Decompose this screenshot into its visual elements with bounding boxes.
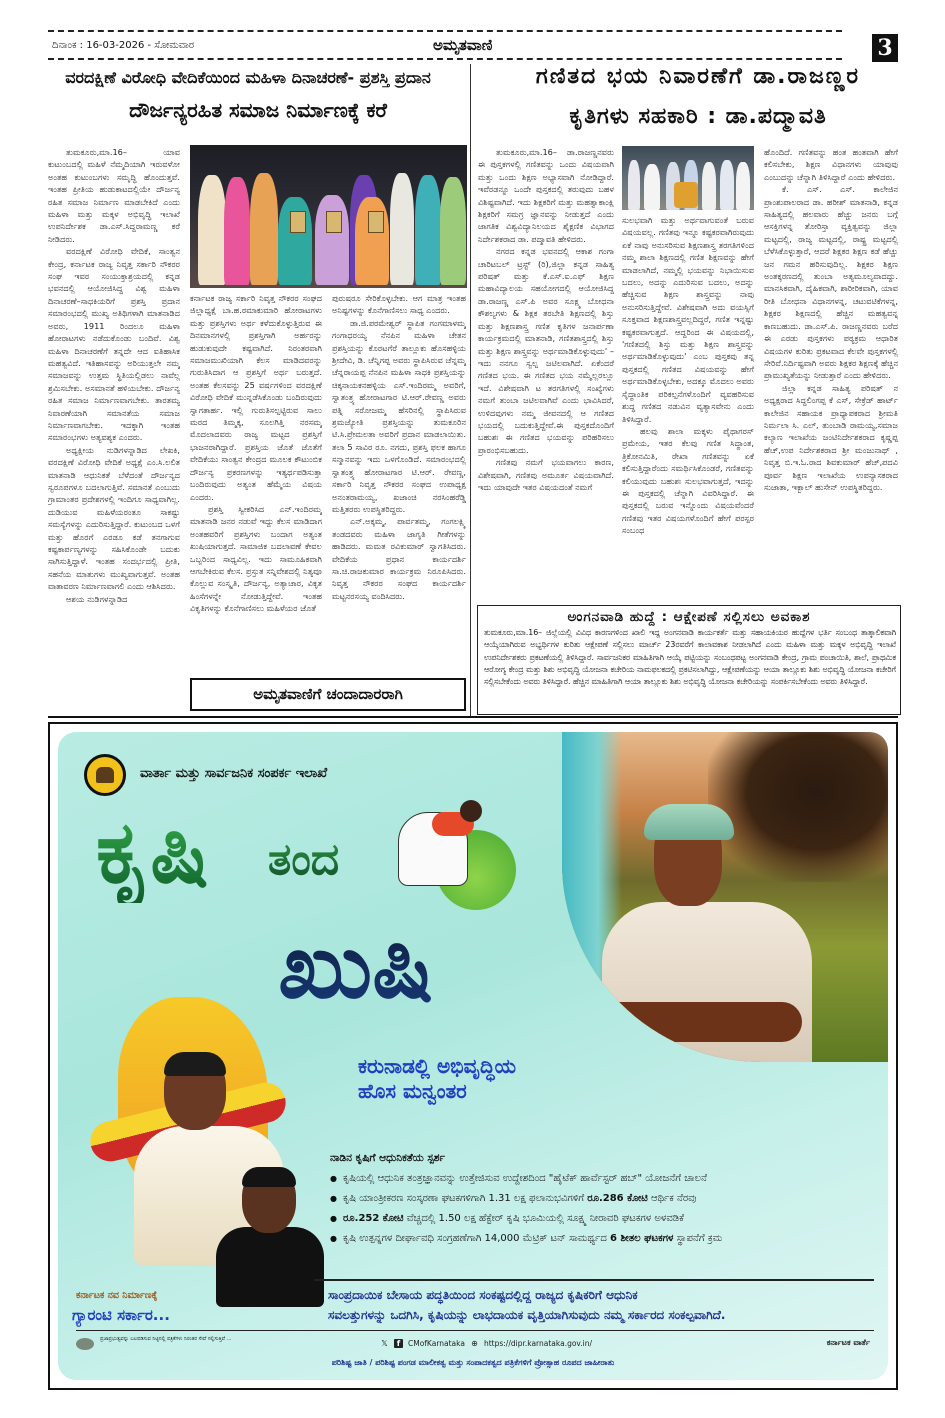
- notice-body: ತುಮಕೂರು,ಮಾ.16– ಜಿಲ್ಲೆಯಲ್ಲಿ ವಿವಿಧ ಕಾರಣಗಳಿಂದ ಖಾಲಿ ಇದ್ದ ಅಂಗನವಾಡಿ ಕಾರ್ಯಕರ್ತೆ ಮತ್ತು ಸಹಾಯಕಿಯರ ಹುದ್ದೆಗಳ ಭರ್ತಿ ಸಂಬಂಧ ತಾತ್ಕಾಲಿಕವಾಗಿ ಆಯ್ಕೆಯಾಗಿರುವ ಅಭ್ಯರ್ಥಿಗಳ ಕುರಿತು ಆಕ್ಷೇಪಣೆ ಸಲ್ಲಿಸಲು ಮಾರ್ಚ್ 23ರವರೆಗೆ ಕಾಲಾವಕಾಶ ನೀಡಲಾಗಿದೆ ಎಂದು ಮಹಿಳಾ ಮತ್ತು ಮಕ್ಕಳ ಅಭಿವೃದ್ಧಿ ಇಲಾಖೆ ಉಪನಿರ್ದೇಶಕರು ಪ್ರಕಟಣೆಯಲ್ಲಿ ತಿಳಿಸಿದ್ದಾರೆ. ಸಾರ್ವಜನಿಕರ ಮಾಹಿತಿಗಾಗಿ ಆಯ್ಕೆ ಪಟ್ಟಿಯನ್ನು ಸಂಬಂಧಪಟ್ಟ ಅಂಗನವಾಡಿ ಕೇಂದ್ರ, ಗ್ರಾಮ ಪಂಚಾಯಿತಿ, ಶಾಲೆ, ಪ್ರಾಥಮಿಕ ಆರೋಗ್ಯ ಕೇಂದ್ರ ಮತ್ತು ಶಿಶು ಅಭಿವೃದ್ಧಿ ಯೋಜನಾ ಕಚೇರಿಯ ನಾಮಫಲಕದಲ್ಲಿ ಪ್ರಕಟಿಸಲಾಗಿದ್ದು, ಆಕ್ಷೇಪಣೆಯನ್ನು ಆಯಾ ತಾಲ್ಲೂಕು ಶಿಶು ಅಭಿವೃದ್ಧಿ ಯೋಜನಾ ಕಚೇರಿಗೆ ಸಲ್ಲಿಸಬೇಕೆಂದು ಅವರು ತಿಳಿಸಿದ್ದಾರೆ. ಹೆಚ್ಚಿನ ಮಾಹಿತಿಗಾಗಿ ಆಯಾ ತಾಲ್ಲೂಕು ಶಿಶು ಅಭಿವೃದ್ಧಿ ಯೋಜನಾ ಕಚೇರಿಯನ್ನು ಸಂಪರ್ಕಿಸಬೇಕೆಂದು ಅವರು ತಿಳಿಸಿದ್ದಾರೆ.: [484, 628, 896, 687]
- ad-title-krishi: ಕೃಷಿ: [96, 803, 209, 903]
- paragraph: ಕರ್ನಾಟಕ ರಾಜ್ಯ ಸರ್ಕಾರಿ ನಿವೃತ್ತ ನೌಕರರ ಸಂಘದ ಜಿಲ್ಲಾಧ್ಯಕ್ಷೆ ಬಾ.ಹ.ರಮಾಕುಮಾರಿ ಹೋರಾಟಗಳು ಮತ್ತು ಪ್ರಶಸ್ತಿಗಳು ಅರ್ಥ ಕಳೆದುಕೊಳ್ಳುತ್ತಿರುವ ಈ ದಿನಮಾನಗಳಲ್ಲಿ ಪ್ರಶಸ್ತಿಗಾಗಿ ಅರ್ಹರನ್ನು ಹುಡುಕುವುದೇ ಕಷ್ಟವಾಗಿದೆ. ನಿರಂತರವಾಗಿ ಸಮಾಜಮುಖಿಯಾಗಿ ಕೆಲಸ ಮಾಡಿದವರನ್ನು ಗುರುತಿಸಿದಾಗ ಆ ಪ್ರಶಸ್ತಿಗೆ ಅರ್ಥ ಬರುತ್ತದೆ. ಅಂತಹ ಕೆಲಸವನ್ನು 25 ವರ್ಷಗಳಿಂದ ವರದಕ್ಷಿಣೆ ವಿರೋಧಿ ವೇದಿಕೆ ಮುನ್ನಡೆಸಿಕೊಂಡು ಬಂದಿರುವುದು ಸ್ವಾಗತಾರ್ಹ. ಇಲ್ಲಿ ಗುರುತಿಸಲ್ಪಟ್ಟಿರುವ ಸಾಲು ಮರದ ತಿಮ್ಮಕ್ಕ, ಸೂಲಗಿತ್ತಿ ನರಸಮ್ಮ ಮೊದಲಾದವರು ರಾಜ್ಯ ಮಟ್ಟದ ಪ್ರಶಸ್ತಿಗೆ ಭಾಜನರಾಗಿದ್ದಾರೆ. ಪ್ರಶಸ್ತಿಯ ಜೊತೆ ಜೊತೆಗೆ ವೇದಿಕೆಯು ಸಾಂತ್ವನ ಕೇಂದ್ರದ ಮೂಲಕ ಕೌಟುಂಬಿಕ ದೌರ್ಜನ್ಯ ಪ್ರಕರಣಗಳನ್ನು ಇತ್ಯರ್ಥಪಡಿಸುತ್ತಾ ಬಂದಿರುವುದು ಅತ್ಯಂತ ಹೆಮ್ಮೆಯ ವಿಷಯ ಎಂದರು.: [190, 293, 322, 502]
- ad-footer-divider: [76, 1330, 874, 1331]
- section-rule: [48, 716, 898, 718]
- ad-divider: [314, 1279, 874, 1281]
- paragraph: ಹಲವು ಶಾಲಾ ಮಕ್ಕಳು ಪೈಥಾಗರಸ್ ಪ್ರಮೇಯ, ಇತರ ಕೆಲವು ಗಣಿತ ಸಿದ್ಧಾಂತ, ತ್ರಿಕೋನಮಿತಿ, ರೇಖಾ ಗಣಿತವನ್ನು ಏಕೆ ಕಲಿಸುತ್ತಿದ್ದಾರೆಂದು ಸಮರ್ಥಿಸಿಕೊಂಡರೆ, ಗಣಿತವನ್ನು ಕಲಿಯುವುದು ಬಹುಶಃ ಸುಲಭವಾಗುತ್ತದೆ, ಇದನ್ನು ಈ ಪುಸ್ತಕದಲ್ಲಿ ಚೆನ್ನಾಗಿ ವಿವರಿಸಿದ್ದಾರೆ. ಈ ಪುಸ್ತಕದಲ್ಲಿ ಬರುವ ಇನ್ನೊಂದು ವಿಷಯವೆಂದರೆ ಗಣಿತವು ಇತರ ವಿಷಯಗಳೊಂದಿಗೆ ಹೇಗೆ ಪರಸ್ಪರ ಸಂಬಂಧ: [622, 425, 754, 536]
- paragraph: ಜಿಲ್ಲಾ ಕನ್ನಡ ಸಾಹಿತ್ಯ ಪರಿಷತ್ ನ ಅಧ್ಯಕ್ಷರಾದ ಸಿದ್ದಲಿಂಗಪ್ಪ ಕೆ ಎಸ್, ಸೇಕ್ರೆಡ್ ಹಾರ್ಟ್ ಕಾಲೇಜಿನ ಸಹಾಯಕ ಪ್ರಾಧ್ಯಾಪಕರಾದ ಶ್ರೀಮತಿ ನಿರ್ಮಲಾ ಸಿ. ಎಲ್, ತುಂಬಾಡಿ ರಾಮಯ್ಯ,ಸಮಾಜ ಕಲ್ಯಾಣ ಇಲಾಖೆಯ ಜಂಟಿನಿರ್ದೇಶಕರಾದ ಕೃಷ್ಣಪ್ಪ ಹೆಚ್,ಉಪ ನಿರ್ದೇಶಕರಾದ ಶ್ರೀ ಮಂಜುನಾಥ್ , ನಿವೃತ್ತ ಬಿ.ಇ.ಓ.ರಾದ ಶಿವಕುಮಾರ್ ಹೆಚ್,ಪದವಿ ಪೂರ್ವ ಶಿಕ್ಷಣ ಇಲಾಖೆಯ ಉಪನ್ಯಾಸಕರಾದ ಸುಜಾತಾ, ಇಕ್ಬಾಲ್ ಹುಸೇನ್ ಉಪಸ್ಥಿತರಿದ್ದರು.: [764, 382, 898, 492]
- paragraph: ಡಾ.ಜಿ.ಪರಮೇಶ್ವರ್ ಸ್ಥಾಪಿತ ಗಂಗಮಾಳಮ್ಮ ಗಂಗಾಧರಯ್ಯ ನೆನಪಿನ ಮಹಿಳಾ ಚೇತನ ಪ್ರಶಸ್ತಿಯನ್ನು ಕೊರಟಗೆರೆ ತಾಲ್ಲೂಕು ಹೊಸಹಳ್ಳಿಯ ಶ್ರೀದೇವಿ, ಡಿ. ಚೆನ್ನಿಗಪ್ಪ ಅವರು ಸ್ಥಾಪಿಸಿರುವ ಚೆನ್ನಮ್ಮ ಚೆನ್ನರಾಯಪ್ಪ ನೆನಪಿನ ಮಹಿಳಾ ಸಾಧಕಿ ಪ್ರಶಸ್ತಿಯನ್ನು ಚಿಕ್ಕನಾಯಕನಹಳ್ಳಿಯ ಎಸ್.ಇಂದಿರಮ್ಮ ಅವರಿಗೆ, ಸ್ವಾತಂತ್ರ್ಯ ಹೋರಾಟಗಾರ ಟಿ.ಆರ್.ರೇವಣ್ಣ ಅವರು ಪತ್ನಿ ಸರೋಜಮ್ಮ ಹೆಸರಿನಲ್ಲಿ ಸ್ಥಾಪಿಸಿರುವ ಶ್ರಮಜ್ಯೋತಿ ಪ್ರಶಸ್ತಿಯನ್ನು ತುಮಕೂರಿನ ಟಿ.ಸಿ.ಪ್ರೇಮಲತಾ ಅವರಿಗೆ ಪ್ರದಾನ ಮಾಡಲಾಯಿತು. ತಲಾ 5 ಸಾವಿರ ರೂ. ನಗದು, ಪ್ರಶಸ್ತಿ ಫಲಕ ಹಾಗೂ ಸನ್ಮಾನವನ್ನು ಇದು ಒಳಗೊಂಡಿದೆ. ಸಮಾರಂಭದಲ್ಲಿ ಸ್ವಾತಂತ್ರ್ಯ ಹೋರಾಟಗಾರ ಟಿ.ಆರ್. ರೇವಣ್ಣ, ಸರ್ಕಾರಿ ನಿವೃತ್ತ ನೌಕರರ ಸಂಘದ ಉಪಾಧ್ಯಕ್ಷ ಅನಂತರಾಮಯ್ಯ, ಖಜಾಂಚಿ ನರಸಿಂಹರೆಡ್ಡಿ ಮತ್ತಿತರರು ಉಪಸ್ಥಿತರಿದ್ದರು.: [332, 317, 466, 514]
- paragraph: ತುಮಕೂರು,ಮಾ.16– ಯಾವ ಕುಟುಂಬದಲ್ಲಿ ಮಹಿಳೆ ನೆಮ್ಮದಿಯಾಗಿ ಇರುವಳೋ ಅಂತಹ ಕುಟುಂಬಗಳು ಸಮೃದ್ಧಿ ಹೊಂದುತ್ತವೆ. ಇಂತಹ ಪ್ರೀತಿಯ ಹುಡುಕಾಟದಲ್ಲಿಯೇ ದೌರ್ಜನ್ಯ ರಹಿತ ಸಮಾಜ ನಿರ್ಮಾಣ ಮಾಡಬೇಕಿದೆ ಎಂದು ಮಹಿಳಾ ಮತ್ತು ಮಕ್ಕಳ ಅಭಿವೃದ್ಧಿ ಇಲಾಖೆ ಉಪನಿರ್ದೇಶಕ ಡಾ.ಎಸ್.ಸಿದ್ದರಾಮಣ್ಣ ಕರೆ ನೀಡಿದರು.: [48, 147, 180, 244]
- vision-line2: ಸವಲತ್ತುಗಳನ್ನು ಒದಗಿಸಿ, ಕೃಷಿಯನ್ನು ಲಾಭದಾಯಕ ವೃತ್ತಿಯಾಗಿಸುವುದು ನಮ್ಮ ಸರ್ಕಾರದ ಸಂಕಲ್ಪವಾಗಿದೆ.: [328, 1308, 726, 1322]
- website-link[interactable]: https://dipr.karnataka.gov.in/: [483, 1339, 593, 1348]
- facebook-icon[interactable]: f: [394, 1339, 403, 1348]
- page-number: 3: [872, 34, 898, 62]
- globe-icon: ⊕: [471, 1339, 478, 1348]
- guarantee-caption: ಕರ್ನಾಟಕ ನವ ನಿರ್ಮಾಣಕ್ಕೆ: [76, 1290, 158, 1301]
- masthead-bottom-rule: [48, 58, 842, 60]
- ad-disclaimer: ಪರಿಶಿಷ್ಟ ಜಾತಿ / ಪರಿಶಿಷ್ಟ ಪಂಗಡ ಮಾಲೀಕತ್ವ ಮತ್ತು ಸಂಪಾದಕತ್ವದ ಪತ್ರಿಕೆಗಳಿಗೆ ಪ್ರೋತ್ಸಾಹ ರೂಪದ ಜಾಹೀರಾತು: [331, 1358, 615, 1367]
- newspaper-name: ಅಮೃತವಾಣಿ: [433, 36, 493, 54]
- paragraph: ಅಧ್ಯಕ್ಷೀಯ ನುಡಿಗಳನ್ನಾಡಿದ ಲೇಖಕಿ, ವರದಕ್ಷಿಣೆ ವಿರೋಧಿ ವೇದಿಕೆ ಅಧ್ಯಕ್ಷೆ ಎಂ.ಸಿ.ಲಲಿತ ಮಾತನಾಡಿ ಆಧುನಿಕತೆ ಬೆಳೆದಂತೆ ದೌರ್ಜನ್ಯದ ಸ್ವರೂಪಗಳೂ ಬದಲಾಗುತ್ತಿವೆ. ಸಮಾನತೆ ಎಂಬುದು ಗ್ರಾಮಾಂತರ ಪ್ರದೇಶಗಳಲ್ಲಿ ಇಂದಿಗೂ ಸಾಧ್ಯವಾಗಿಲ್ಲ. ದುಡಿಯುವ ಮಹಿಳೆಯರಂತೂ ಸಾಕಷ್ಟು ಸಮಸ್ಯೆಗಳನ್ನು ಎದುರಿಸುತ್ತಿದ್ದಾರೆ. ಕುಟುಂಬದ ಒಳಗೆ ಮತ್ತು ಹೊರಗೆ ಎರಡೂ ಕಡೆ ತನಗಾಗುವ ಕಷ್ಟಕಾರ್ಪಣ್ಯಗಳನ್ನು ಸಹಿಸಿಕೊಂಡೇ ಬದುಕು ಸಾಗಿಸುತ್ತಿದ್ದಾಳೆ. ಇಂತಹ ಸಂದರ್ಭದಲ್ಲಿ ಪ್ರೀತಿ, ಸಹನೆಯ ಮಾತುಗಳು ಮುಖ್ಯವಾಗುತ್ತವೆ. ಅಂತಹ ವಾತಾವರಣ ನಿರ್ಮಾಣವಾಗಲಿ ಎಂದು ಆಶಿಸಿದರು.: [48, 444, 180, 592]
- notice-title: ಅಂಗನವಾಡಿ ಹುದ್ದೆ : ಆಕ್ಷೇಪಣೆ ಸಲ್ಲಿಸಲು ಅವಕಾಶ: [567, 609, 811, 625]
- right-headline-line2: ಕೃತಿಗಳು ಸಹಕಾರಿ : ಡಾ.ಪದ್ಮಾವತಿ: [569, 104, 827, 129]
- subscribe-box: ಅಮೃತವಾಣಿಗೆ ಚಂದಾದಾರರಾಗಿ: [190, 678, 466, 711]
- left-article-column-1: [48, 146, 180, 716]
- vision-line1: ಸಾಂಪ್ರದಾಯಿಕ ಬೇಸಾಯ ಪದ್ಧತಿಯಿಂದ ಸಂಕಷ್ಟದಲ್ಲಿದ್ದ ರಾಜ್ಯದ ಕೃಷಿಕರಿಗೆ ಆಧುನಿಕ: [328, 1288, 638, 1302]
- left-headline-line2: ದೌರ್ಜನ್ಯರಹಿತ ಸಮಾಜ ನಿರ್ಮಾಣಕ್ಕೆ ಕರೆ: [129, 98, 387, 122]
- masthead: [48, 34, 898, 60]
- paragraph: ತುಮಕೂರು,ಮಾ.16– ಡಾ.ರಾಜಣ್ಣನವರು ಈ ಪುಸ್ತಕಗಳಲ್ಲಿ ಗಣಿತವನ್ನು ಒಂದು ವಿಷಯವಾಗಿ ಮತ್ತು ಒಂದು ಶಿಕ್ಷಣ ಅಭ್ಯಾಸವಾಗಿ ನೋಡಿದ್ದಾರೆ. ಇವೆರಡನ್ನೂ ಒಂದೇ ಪುಸ್ತಕದಲ್ಲಿ ತರುವುದು ಬಹಳ ವಿಶಿಷ್ಟವಾಗಿದೆ. ಇದು ಶಿಕ್ಷಕರಿಗೆ ಮತ್ತು ಮಹತ್ವಾಕಾಂಕ್ಷಿ ಶಿಕ್ಷಕರಿಗೆ ಸಮಗ್ರ ಜ್ಞಾನವನ್ನು ನೀಡುತ್ತದೆ ಎಂದು ಜಾಗತಿಕ ವಿಶ್ವವಿದ್ಯಾನಿಲಯದ ಶೈಕ್ಷಣಿಕ ವಿಭಾಗದ ನಿರ್ದೇಶಕರಾದ ಡಾ. ಪದ್ಮಾವತಿ ಹೇಳಿದರು.: [478, 147, 614, 244]
- press-logo-icon: [76, 1338, 94, 1350]
- guarantee-slogan: ಗ್ಯಾರಂಟಿ ಸರ್ಕಾರ...: [72, 1306, 170, 1324]
- left-article-column-3: [332, 292, 466, 672]
- list-item: ● ರೂ.252 ಕೋಟಿ ವೆಚ್ಚದಲ್ಲಿ 1.50 ಲಕ್ಷ ಹೆಕ್ಟೇರ್ ಕೃಷಿ ಭೂಮಿಯಲ್ಲಿ ಸೂಕ್ಷ್ಮ ನೀರಾವರಿ ಘಟಕಗಳ ಅಳವಡಿಕೆ: [330, 1212, 722, 1226]
- paragraph: ನಗರದ ಕನ್ನಡ ಭವನದಲ್ಲಿ ಆಕಾಶ ಗಂಗಾ ಚಾರಿಟಬಲ್ ಟ್ರಸ್ಟ್ (ರಿ),ಜಿಲ್ಲಾ ಕನ್ನಡ ಸಾಹಿತ್ಯ ಪರಿಷತ್ ಮತ್ತು ಕೆ.ಎಸ್.ಐ.ಎಫ್ ಶಿಕ್ಷಣ ಮಹಾವಿದ್ಯಾಲಯ ಸಹಯೋಗದಲ್ಲಿ ಆಯೋಜಿಸಿದ್ದ ಡಾ.ರಾಜಣ್ಣ ಎಸ್.ಪಿ ಅವರ ಸೂಕ್ಷ್ಮ ಬೋಧನಾ ಕೌಶಲ್ಯಗಳು & ಶಿಕ್ಷಕ ತರಬೇತಿ ಶಿಕ್ಷಣದಲ್ಲಿ ಶಿಸ್ತು ಮತ್ತು ಶಿಕ್ಷಣಶಾಸ್ತ್ರ ಗಣಿತ ಕೃತಿಗಳ ಜನಾರ್ಪಣಾ ಕಾರ್ಯಕ್ರಮದಲ್ಲಿ ಮಾತನಾಡಿ, ಗಣಿತಶಾಸ್ತ್ರದಲ್ಲಿ ಶಿಸ್ತು ಮತ್ತು ಶಿಕ್ಷಣ ಶಾಸ್ತ್ರವನ್ನು ಅರ್ಥಮಾಡಿಕೊಳ್ಳುವುದು' – ಇದು ನನಗೂ ಸ್ವಲ್ಪ ಜಟಿಲವಾಗಿದೆ. ಏಕೆಂದರೆ ಗಣಿತದ ಭಯ. ಈ ಗಣಿತದ ಭಯ ನಮ್ಮೆಲ್ಲರಲ್ಲೂ ಇದೆ. ವಿಶೇಷವಾಗಿ ಟ ತರಗತಿಗಳಲ್ಲಿ ಸಂಖ್ಯೆಗಳು ನಮಗೆ ತುಂಬಾ ಜಟಿಲವಾಗಿವೆ ಎಂದು ಭಾವಿಸಿದರೆ, ಉಳಿದವುಗಳು ನಮ್ಮ ಜೀವನದಲ್ಲಿ ಆ ಗಣಿತದ ಭಯದಲ್ಲಿ ಬದುಕುತ್ತಿದ್ದೇವೆ.ಈ ಪುಸ್ತಕದೊಂದಿಗೆ ಬಹುಶಃ ಈ ಗಣಿತದ ಭಯವನ್ನು ಪರಿಹರಿಸಲು ಪ್ರಾರಂಭಿಸಬಹುದು.: [478, 246, 614, 455]
- paragraph: ಪುರುಷರೂ ಸೇರಿಕೊಳ್ಳಬೇಕು. ಆಗ ಮಾತ್ರ ಇಂತಹ ಅನಿಷ್ಟಗಳನ್ನು ಕೊನೆಗಾಣಿಸಲು ಸಾಧ್ಯ ಎಂದರು.: [332, 293, 466, 316]
- paragraph: ಎನ್.ಅಕ್ಕಮ್ಮ, ಪಾರ್ವತಮ್ಮ, ಗಂಗಲಕ್ಷ್ಮಿ ತಂಡದವರು ಮಹಿಳಾ ಜಾಗೃತಿ ಗೀತೆಗಳನ್ನು ಹಾಡಿದರು. ಮಮತ ರವಿಕುಮಾರ್ ಸ್ವಾಗತಿಸಿದರು. ವೇದಿಕೆಯ ಪ್ರಧಾನ ಕಾರ್ಯದರ್ಶಿ ಸಾ.ಚಿ.ರಾಜಕುಮಾರ ಕಾರ್ಯಕ್ರಮ ನಿರೂಪಿಸಿದರು. ನಿವೃತ್ತ ನೌಕರರ ಸಂಘದ ಕಾರ್ಯದರ್ಶಿ ಮಟ್ಟನರಸಯ್ಯ ವಂದಿಸಿದರು.: [332, 516, 466, 601]
- ad-tagline-line1: ಕರುನಾಡಲ್ಲಿ ಅಭಿವೃದ್ಧಿಯ: [358, 1054, 516, 1078]
- list-item: ● ಕೃಷಿಯಲ್ಲಿ ಆಧುನಿಕ ತಂತ್ರಜ್ಞಾನವನ್ನು ಉತ್ತೇಜಿಸುವ ಉದ್ದೇಶದಿಂದ "ಹೈಟೆಕ್ ಹಾರ್ವೆಸ್ಟರ್ ಹಬ್" ಯೋಜನೆಗೆ ಚಾಲನೆ: [330, 1172, 722, 1186]
- left-article-column-2: [190, 292, 322, 672]
- book-release-photo: [622, 146, 754, 210]
- deputy-chief-minister-photo: [220, 1167, 320, 1297]
- ad-title-khushi: ಖುಷಿ: [278, 914, 434, 1019]
- left-headline-line1: ವರದಕ್ಷಿಣೆ ವಿರೋಧಿ ವೇದಿಕೆಯಿಂದ ಮಹಿಳಾ ದಿನಾಚರಣೆ- ಪ್ರಶಸ್ತಿ ಪ್ರದಾನ: [65, 68, 431, 87]
- list-item: ● ಕೃಷಿ ಯಾಂತ್ರೀಕರಣ ಸಂಸ್ಕರಣಾ ಘಟಕಗಳಿಗಾಗಿ 1.31 ಲಕ್ಷ ಫಲಾನುಭವಿಗಳಿಗೆ ರೂ.286 ಕೋಟಿ ಆರ್ಥಿಕ ನೆರವು: [330, 1192, 722, 1206]
- masthead-top-rule: [48, 30, 842, 32]
- karnataka-varthe-brand: ಕರ್ನಾಟಕ ವಾರ್ತೆ: [826, 1338, 870, 1347]
- paragraph: ಗಣಿತವು ನಮಗೆ ಭಯವಾಗಲು ಕಾರಣ, ವಿಶೇಷವಾಗಿ, ಗಣಿತವು ಅಮೂರ್ತ ವಿಷಯವಾಗಿದೆ. ಇದು ಯಾವುದೇ ಇತರ ವಿಷಯದಂತೆ ನಮಗೆ: [478, 457, 614, 492]
- ad-footer-note: ಪ್ರಜಾಪ್ರಭುತ್ವವನ್ನು ಬಲಪಡಿಸುವ ನಿಟ್ಟಿನಲ್ಲಿ ಪತ್ರಿಕೆಗಳು ನಿರಂತರ ಸೇವೆ ಸಲ್ಲಿಸುತ್ತಿವೆ ...: [100, 1336, 232, 1342]
- paragraph: ವರದಕ್ಷಿಣೆ ವಿರೋಧಿ ವೇದಿಕೆ, ಸಾಂತ್ವನ ಕೇಂದ್ರ, ಕರ್ನಾಟಕ ರಾಜ್ಯ ನಿವೃತ್ತ ಸರ್ಕಾರಿ ನೌಕರರ ಸಂಘ ಇವರ ಸಂಯುಕ್ತಾಶ್ರಯದಲ್ಲಿ ಕನ್ನಡ ಭವನದಲ್ಲಿ ಆಯೋಜಿಸಿದ್ದ ವಿಶ್ವ ಮಹಿಳಾ ದಿನಾಚರಣೆ–ಸಾಧಕಿಯರಿಗೆ ಪ್ರಶಸ್ತಿ ಪ್ರದಾನ ಸಮಾರಂಭದಲ್ಲಿ ಮುಖ್ಯ ಅತಿಥಿಗಳಾಗಿ ಮಾತನಾಡಿದ ಅವರು, 1911 ರಿಂದಲೂ ಮಹಿಳಾ ಹೋರಾಟಗಳು ನಡೆದುಕೊಂಡು ಬಂದಿವೆ. ವಿಶ್ವ ಮಹಿಳಾ ದಿನಾಚರಣೆಗೆ ತನ್ನದೇ ಆದ ಐತಿಹಾಸಿಕ ಮಹತ್ವವಿದೆ. ಇತಿಹಾಸವನ್ನು ಅರಿಯುತ್ತಲೇ ನಮ್ಮ ಸಮಾಜವನ್ನು ಉತ್ತಮ ಸ್ಥಿತಿಯಲ್ಲಿಡಲು ನಾವೆಲ್ಲ ಶ್ರಮಿಸಬೇಕು. ಅಸಮಾನತೆ ಹಳಿಯಬೇಕು. ದೌರ್ಜನ್ಯ ರಹಿತ ಸಮಾಜ ನಿರ್ಮಾಣವಾಗಬೇಕು. ತಾರತಮ್ಯ ನಿವಾರಣೆಯಾಗಿ ಸಮಾನತೆಯ ಸಮಾಜ ನಿರ್ಮಾಣವಾಗಬೇಕು. ಇದಕ್ಕಾಗಿ ಇಂತಹ ಸಮಾರಂಭಗಳು ಅತ್ಯವಶ್ಯಕ ಎಂದರು.: [48, 246, 180, 443]
- x-icon[interactable]: 𝕏: [381, 1339, 388, 1348]
- ad-title-tanda: ತಂದ: [268, 834, 340, 885]
- right-article-column-1: [478, 146, 614, 601]
- paragraph: ಸುಲಭವಾಗಿ ಮತ್ತು ಅರ್ಥವಾಗುವಂತೆ ಬರುವ ವಿಷಯವಲ್ಲ. ಗಣಿತವು ಇನ್ನೂ ಕಷ್ಟಕರವಾಗಿರುವುದು ಏಕೆ ನಾವು ಅನುಸರಿಸುವ ಶಿಕ್ಷಣಶಾಸ್ತ್ರ ತರಗತಿಗಳಿಂದ ನಮ್ಮ ಶಾಲಾ ಶಿಕ್ಷಣದಲ್ಲಿ ಗಣಿತ ಶಿಕ್ಷಣವನ್ನು ಹೇಗೆ ಮಾಡಲಾಗಿದೆ, ನಮ್ಮಲ್ಲಿ ಭಯವನ್ನು ನಿಭಾಯಿಸುವ ಬದಲು, ಅದನ್ನು ಎದುರಿಸುವ ಬದಲು, ಅದನ್ನು ಹೆಚ್ಚಿಸುವ ಶಿಕ್ಷಣ ಶಾಸ್ತ್ರವನ್ನು ನಾವು ಅನುಸರಿಸುತ್ತಿದ್ದೇವೆ. ವಿಶೇಷವಾಗಿ ಅದು ವಯಸ್ಸಿಗೆ ಸೂಕ್ತವಾದ ಶಿಕ್ಷಣಶಾಸ್ತ್ರವಲ್ಲದಿದ್ದರೆ, ಗಣಿತ ಇನ್ನಷ್ಟು ಕಷ್ಟಕರವಾಗುತ್ತದೆ. ಆದ್ದರಿಂದ ಈ ವಿಷಯದಲ್ಲಿ, 'ಗಣಿತದಲ್ಲಿ ಶಿಸ್ತು ಮತ್ತು ಶಿಕ್ಷಣ ಶಾಸ್ತ್ರವನ್ನು ಅರ್ಥಮಾಡಿಕೊಳ್ಳುವುದು' ಎಂಬ ಪುಸ್ತಕವು ತನ್ನ ಪುಸ್ತಕದಲ್ಲಿ ಗಣಿತದ ವಿಷಯವನ್ನು ಹೇಗೆ ಅರ್ಥಮಾಡಿಕೊಳ್ಳಬೇಕು, ಅದಕ್ಕೂ ಮೊದಲು ಅವರು ಸೈದ್ಧಾಂತಿಕ ಪರಿಕಲ್ಪನೆಗಳೊಂದಿಗೆ ವ್ಯವಹರಿಸುವ ಶುದ್ಧ ಗಣಿತದ ನಡುವಿನ ವ್ಯತ್ಯಾಸವೇನು ಎಂದು ತಿಳಿಸಿದ್ದಾರೆ.: [622, 215, 754, 424]
- farmer-woman-illustration: [388, 800, 518, 910]
- paragraph: ಕೆ. ಎಸ್. ಎಸ್. ಕಾಲೇಜಿನ ಪ್ರಾಂಶುಪಾಲರಾದ ಡಾ. ಹರೀಶ್ ಮಾತನಾಡಿ, ಕನ್ನಡ ಸಾಹಿತ್ಯದಲ್ಲಿ ಹಲವಾರು ಹೆಚ್ಚು ಜನರು ಬಗ್ಗೆ ಆಸಕ್ತಿಗಳನ್ನ ತೋರಿಸ್ತಾ ವ್ಯಕ್ತಿತ್ವವನ್ನು ಜಿಲ್ಲಾ ಮಟ್ಟದಲ್ಲಿ, ರಾಜ್ಯ ಮಟ್ಟದಲ್ಲಿ, ರಾಷ್ಟ್ರ ಮಟ್ಟದಲ್ಲಿ ಬೆಳೆಸಿಕೊಳ್ಳುತ್ತಾರೆ, ಆದರೆ ಶಿಕ್ಷಕರ ಶಿಕ್ಷಣ ಕಡೆ ಹೆಚ್ಚು ಜನ ಗಮನ ಹರಿಸುವುದಿಲ್ಲ. ಶಿಕ್ಷಕರ ಶಿಕ್ಷಣ ಅಂತಕ್ಕರಣದಲ್ಲಿ ತುಂಬಾ ಅತ್ಯಮೂಲ್ಯವಾದದ್ದು. ಮಾನಸಿಕವಾಗಿ, ದೈಹಿಕವಾಗಿ, ಶಾರೀರಿಕವಾಗಿ, ಯಾವ ರೀತಿ ಬೋಧನಾ ವಿಧಾನಗಳನ್ನ, ಚಟುವಟಿಕೆಗಳನ್ನ, ಶಿಕ್ಷಕರ ಶಿಕ್ಷಣದಲ್ಲಿ ಹೆಚ್ಚಿನ ಮಹತ್ವವನ್ನ ಕಾಣಬಹುದು. ಡಾ.ಎಸ್.ಪಿ. ರಾಜಣ್ಣನವರು ಬರೆದ ಈ ಎರಡು ಪುಸ್ತಕಗಳು ಪಠ್ಯಕ್ರಮ ಆಧಾರಿತ ವಿಷಯಗಳ ಕುರಿತು ಪ್ರಕಟವಾದ ಕೆಲವೇ ಪುಸ್ತಕಗಳಲ್ಲಿ ಸೇರಿವೆ.ನಿರ್ದಿಷ್ಟವಾಗಿ ಅವರು ಶಿಕ್ಷಕರ ಶಿಕ್ಷಣಕ್ಕೆ ಹೆಚ್ಚಿನ ಪ್ರಾಮುಖ್ಯತೆಯನ್ನು ನೀಡುತ್ತಾರೆ ಎಂದು ಹೇಳಿದರು.: [764, 184, 898, 381]
- right-article-column-2: [622, 214, 754, 601]
- ad-department: ವಾರ್ತಾ ಮತ್ತು ಸಾರ್ವಜನಿಕ ಸಂಪರ್ಕ ಇಲಾಖೆ: [140, 766, 328, 781]
- krishi-advertisement: [58, 732, 888, 1380]
- ad-achievements-list: [330, 1172, 722, 1252]
- issue-date: ದಿನಾಂಕ : 16-03-2026 - ಸೋಮವಾರ: [52, 40, 195, 51]
- right-headline-line1: ಗಣಿತದ ಭಯ ನಿವಾರಣೆಗೆ ಡಾ.ರಾಜಣ್ಣರ: [535, 64, 861, 89]
- paragraph: ಆಶಯ ನುಡಿಗಳನ್ನಾಡಿದ: [66, 593, 128, 604]
- social-handle[interactable]: CMofKarnataka: [408, 1339, 465, 1348]
- award-ceremony-photo: [190, 145, 467, 288]
- anganwadi-notice: [477, 605, 901, 715]
- paragraph: ಪ್ರಶಸ್ತಿ ಸ್ವೀಕರಿಸಿದ ಎನ್.ಇಂದಿರಮ್ಮ ಮಾತನಾಡಿ ಜನರ ನಡುವೆ ಇದ್ದು ಕೆಲಸ ಮಾಡಿದಾಗ ಅಂತಹವರಿಗೆ ಪ್ರಶಸ್ತಿಗಳು ಬಂದಾಗ ಅತ್ಯಂತ ಖುಷಿಯಾಗುತ್ತದೆ. ಸಾಮಾಜಿಕ ಬದಲಾವಣೆ ಕೇವಲ ಒಬ್ಬರಿಂದ ಸಾಧ್ಯವಿಲ್ಲ. ಇದು ಸಾಮೂಹಿಕವಾಗಿ ಆಗಬೇಕಿರುವ ಕೆಲಸ. ಪ್ರಸ್ತುತ ಸನ್ನಿವೇಶದಲ್ಲಿ ನಿತ್ಯವೂ ಕೊಲ್ಲುವ ಸಂಸ್ಕೃತಿ, ದೌರ್ಜನ್ಯ, ಅತ್ಯಾಚಾರ, ವಿಕೃತ ಹಿಂಸೆಗಳನ್ನೇ ನೋಡುತ್ತಿದ್ದೇವೆ. ಇಂತಹ ವಿಕೃತಿಗಳನ್ನು ಕೊನೆಗಾಣಿಸಲು ಮಹಿಳೆಯರ ಜೊತೆ: [190, 503, 322, 614]
- ad-vision-statement: [328, 1285, 878, 1325]
- ad-list-heading: ನಾಡಿನ ಕೃಷಿಗೆ ಆಧುನಿಕತೆಯ ಸ್ಪರ್ಶ: [330, 1152, 445, 1164]
- paragraph: ಹೊಂದಿದೆ. ಗಣಿತವನ್ನು ಹಂತ ಹಂತವಾಗಿ ಹೇಗೆ ಕಲಿಸಬೇಕು, ಶಿಕ್ಷಣ ವಿಧಾನಗಳು ಯಾವುವು ಎಂಬುದನ್ನು ಚೆನ್ನಾಗಿ ತಿಳಿಸಿದ್ದಾರೆ ಎಂದು ಹೇಳಿದರು.: [764, 147, 898, 182]
- column-divider: [470, 64, 471, 716]
- ad-social-links: [380, 1339, 592, 1348]
- smiling-farmer-photo: [562, 732, 888, 1062]
- list-item: ● ಕೃಷಿ ಉತ್ಪನ್ನಗಳ ದೀರ್ಘಾವಧಿ ಸಂಗ್ರಹಣೆಗಾಗಿ 14,000 ಮೆಟ್ರಿಕ್ ಟನ್ ಸಾಮರ್ಥ್ಯದ 6 ಶೀತಲ ಘಟಕಗಳ ಸ್ಥಾಪನೆಗೆ ಕ್ರಮ: [330, 1232, 722, 1246]
- ad-tagline: [358, 1054, 516, 1104]
- right-article-column-3: [764, 146, 898, 601]
- karnataka-emblem-icon: [84, 754, 126, 796]
- ad-tagline-line2: ಹೊಸ ಮನ್ವಂತರ: [358, 1079, 467, 1103]
